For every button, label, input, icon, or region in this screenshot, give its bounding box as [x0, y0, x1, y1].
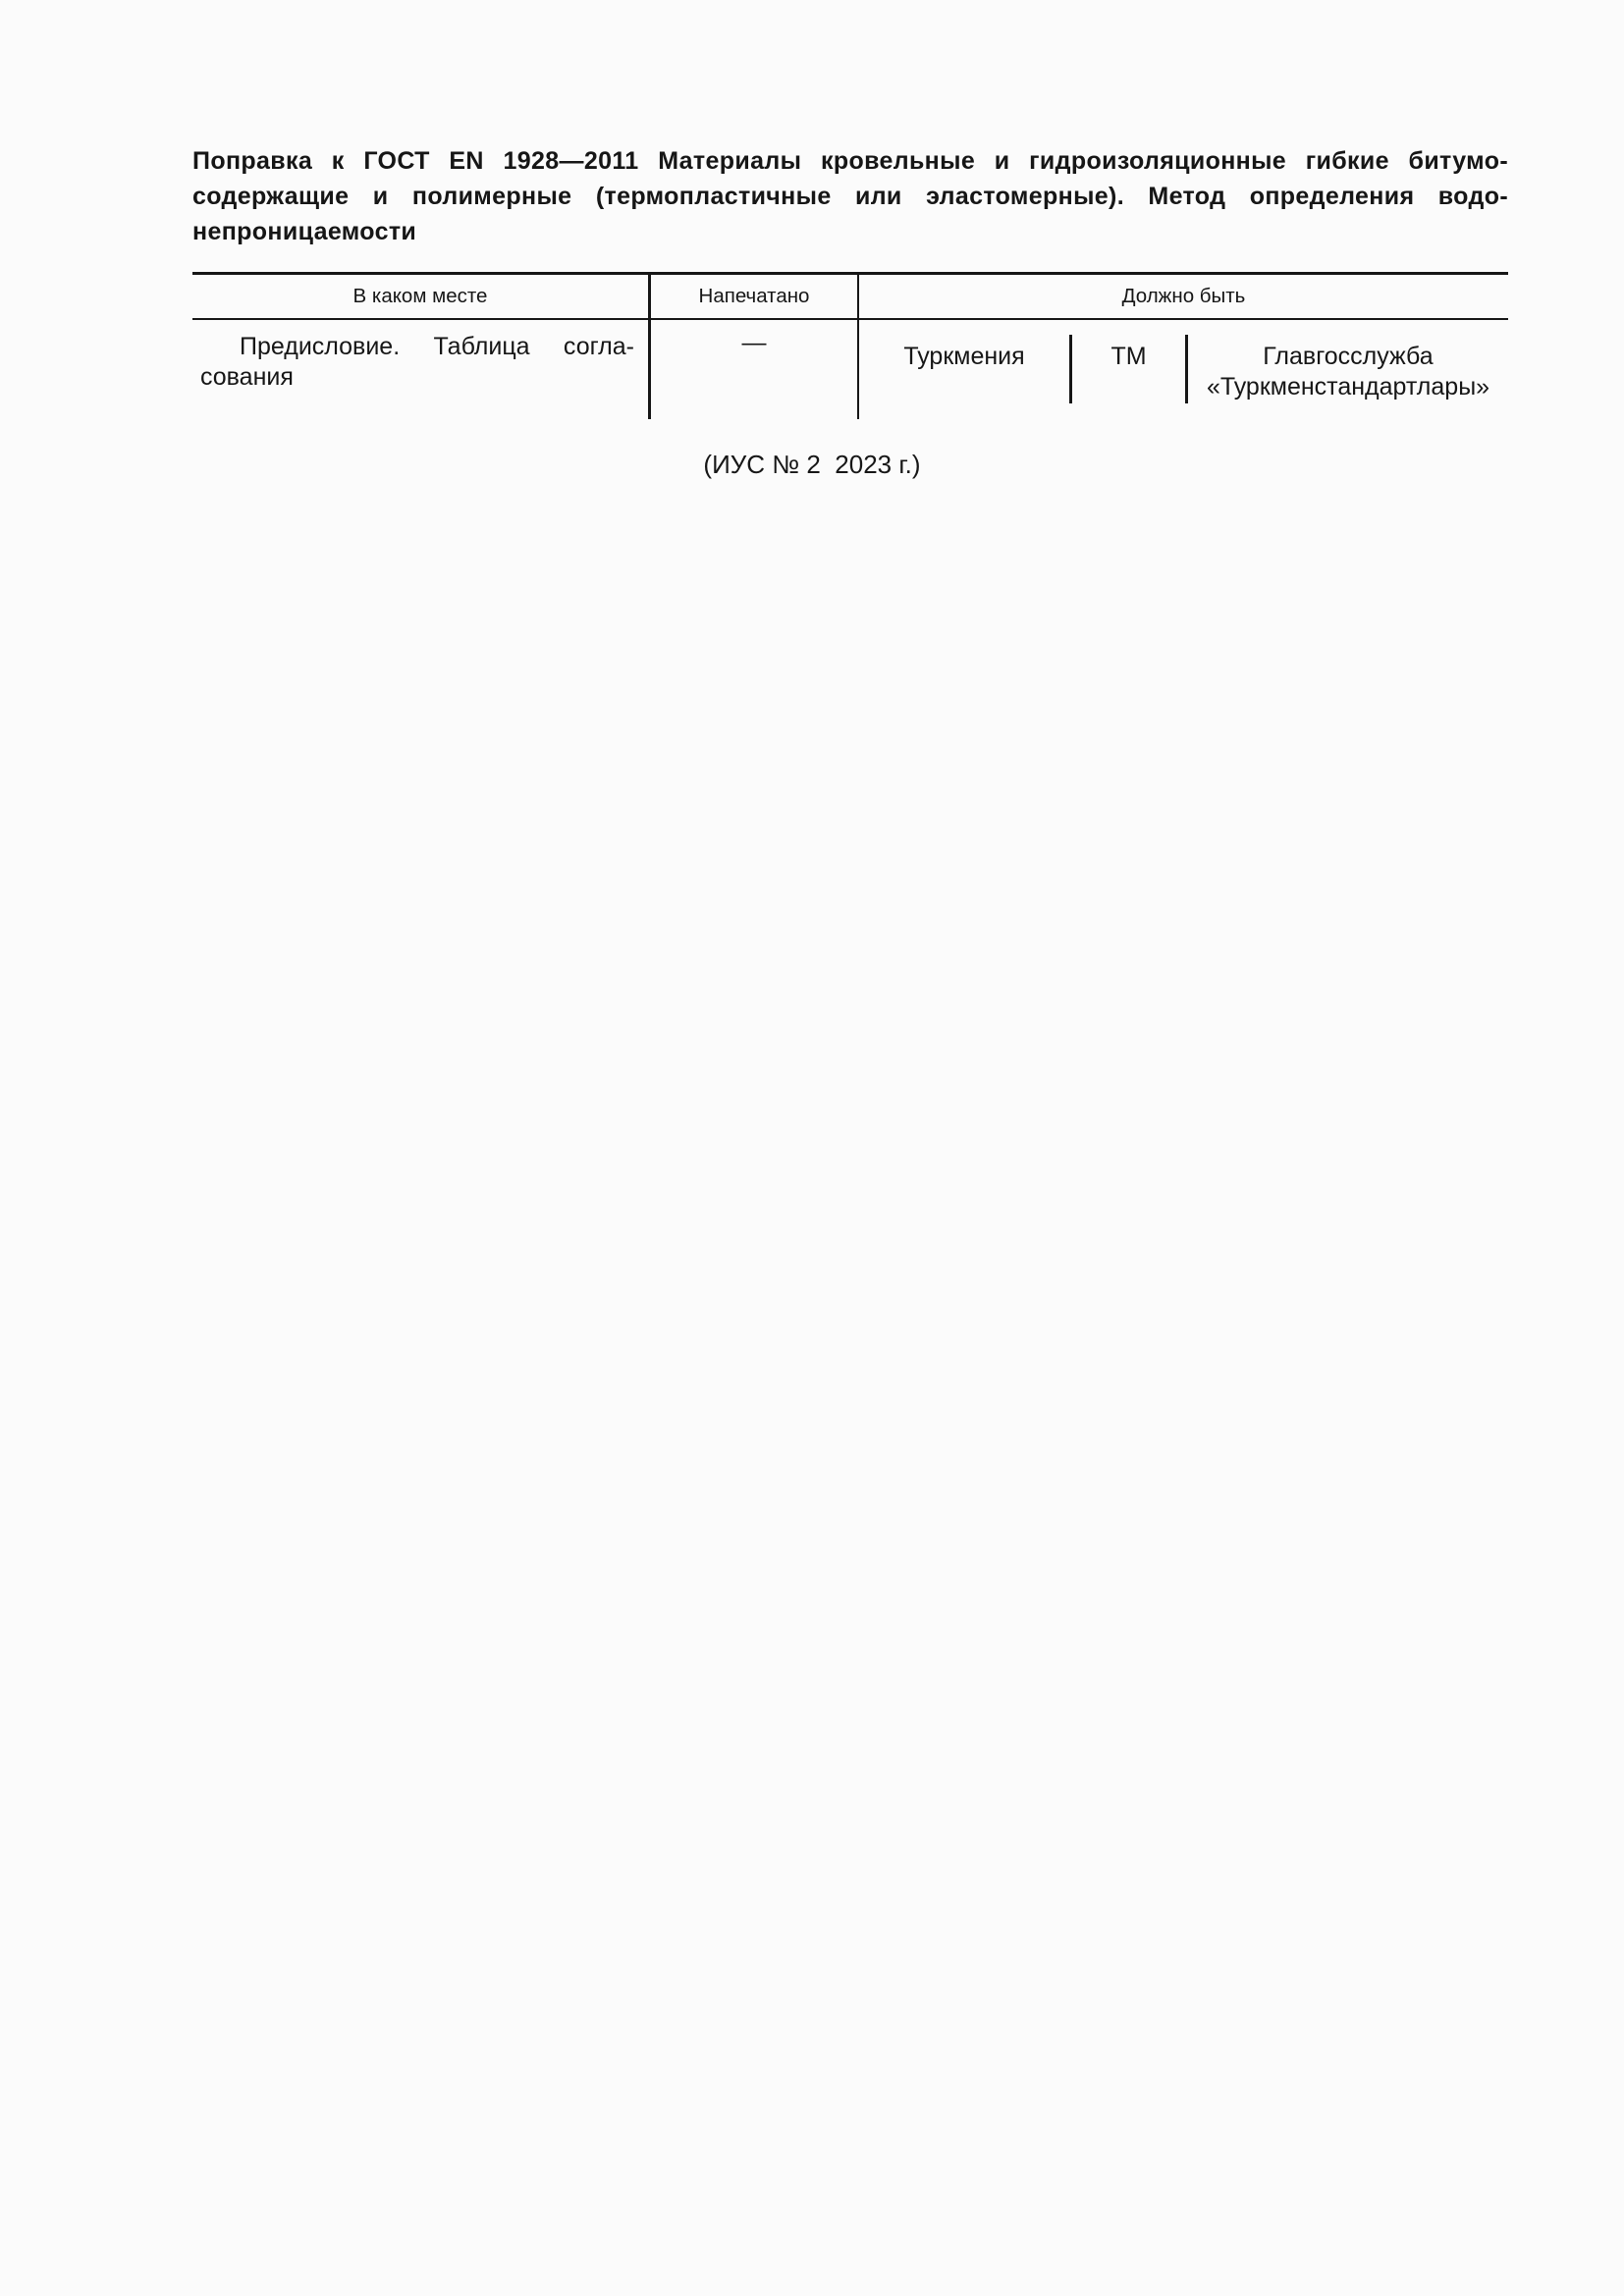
location-line-1: Предисловие. Таблица согла-: [240, 333, 634, 360]
agency-line-1: Главгосслужба: [1263, 343, 1434, 370]
footer-text: (ИУС № 2 2023 г.): [703, 450, 921, 479]
printed-value: —: [741, 329, 767, 356]
should-be-country: Туркмения: [903, 343, 1025, 370]
title-line-2: содержащие и полимерные (термопластичные или эластомерные). Метод определения водо-: [192, 183, 1508, 210]
agency-line-2: «Туркменстандартлары»: [1206, 373, 1490, 400]
title-line-3: непроницаемости: [192, 218, 417, 245]
publication-reference: [0, 448, 1624, 481]
table-row: [200, 332, 634, 393]
header-printed: Напечатано: [698, 285, 810, 307]
title-line-1: Поправка к ГОСТ EN 1928—2011 Материалы кровельные и гидроизоляционные гибкие битумо-: [192, 147, 1508, 175]
should-be-code: TM: [1110, 343, 1147, 370]
table-header-rule: [192, 318, 1508, 320]
header-should-be: Должно быть: [1121, 285, 1246, 307]
document-title: [192, 143, 1508, 249]
location-line-2: сования: [200, 363, 294, 391]
table-top-rule: [192, 272, 1508, 275]
header-location: В каком месте: [352, 285, 488, 307]
should-be-agency: [1188, 342, 1508, 402]
